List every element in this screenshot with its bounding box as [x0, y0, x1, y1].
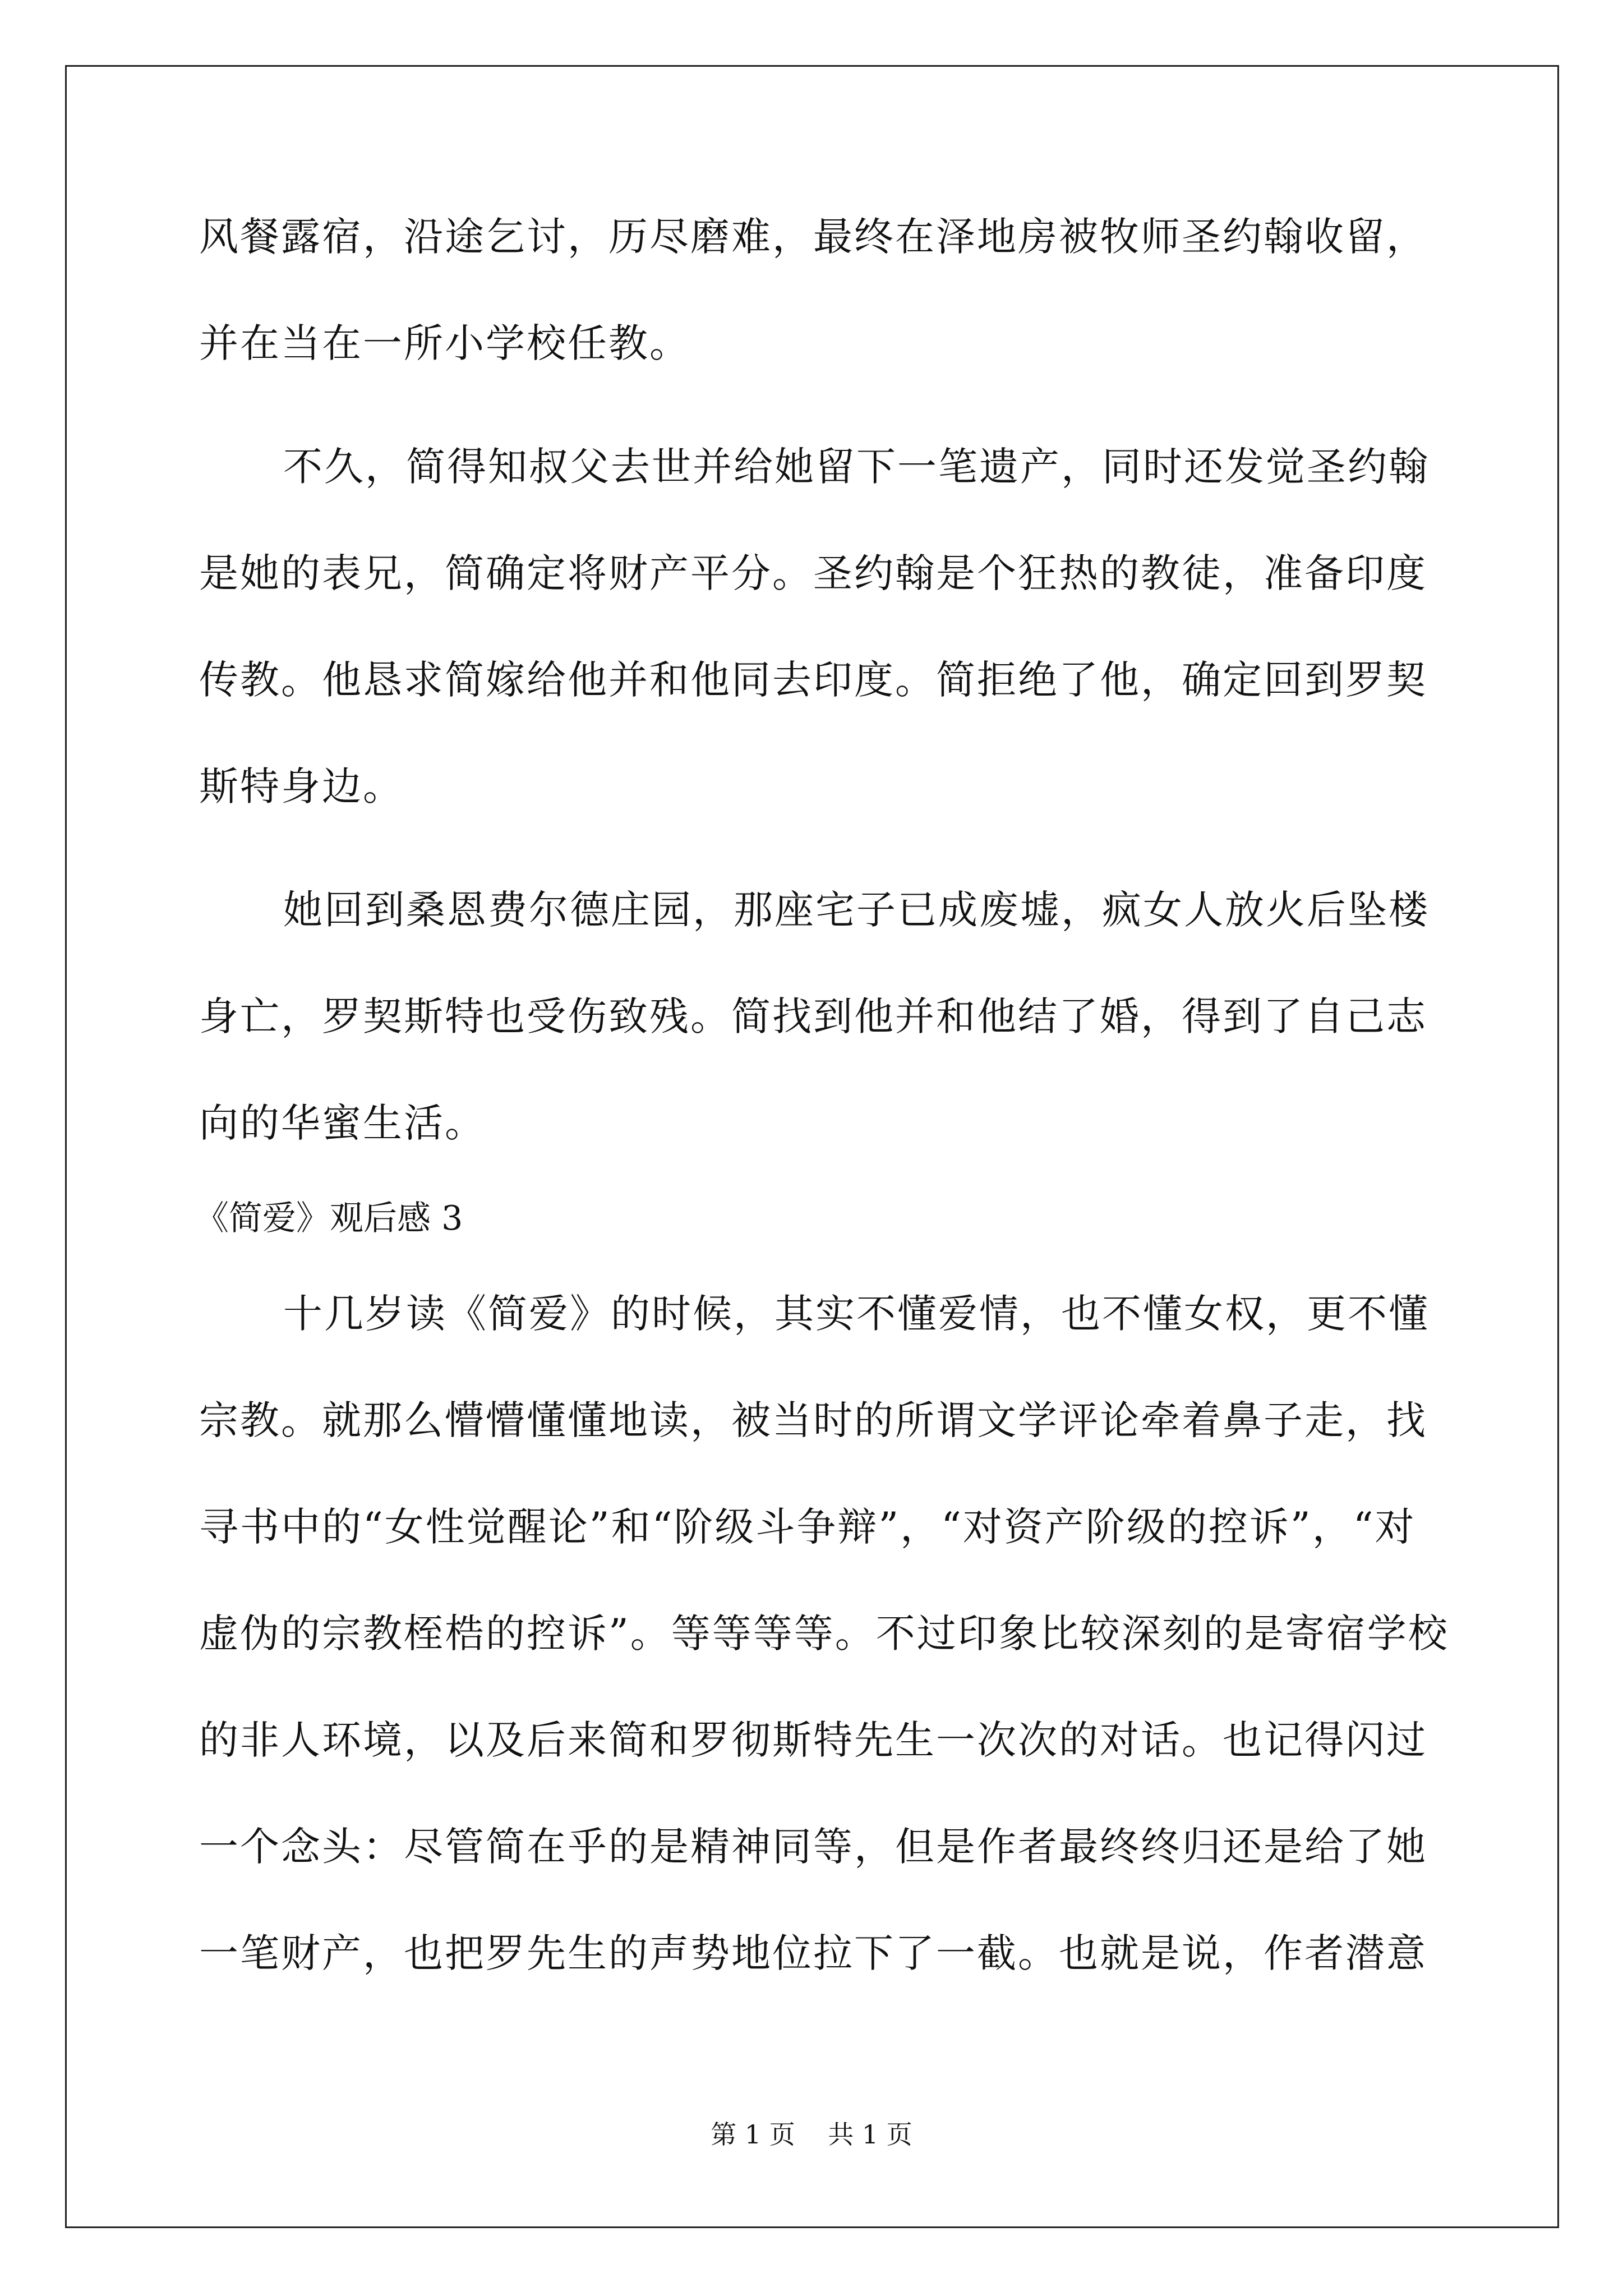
text-line: 一笔财产，也把罗先生的声势地位拉下了一截。也就是说，作者潜意 [199, 1930, 1427, 1976]
page-number-footer: 第 1 页 共 1 页 [711, 2119, 912, 2150]
text-line: 不久，简得知叔父去世并给她留下一笔遗产，同时还发觉圣约翰 [283, 444, 1430, 490]
text-line: 风餐露宿，沿途乞讨，历尽磨难，最终在泽地房被牧师圣约翰收留， [199, 214, 1427, 260]
text-line: 寻书中的“女性觉醒论”和“阶级斗争辩”，“对资产阶级的控诉”，“对 [199, 1504, 1416, 1550]
text-line: 的非人环境，以及后来简和罗彻斯特先生一次次的对话。也记得闪过 [199, 1717, 1427, 1763]
text-line: 虚伪的宗教桎梏的控诉”。等等等等。不过印象比较深刻的是寄宿学校 [199, 1611, 1449, 1657]
section-heading: 《简爱》观后感 3 [195, 1199, 463, 1238]
text-line: 宗教。就那么懵懵懂懂地读，被当时的所谓文学评论牵着鼻子走，找 [199, 1397, 1427, 1443]
text-line: 向的华蜜生活。 [199, 1100, 486, 1146]
text-line: 传教。他恳求简嫁给他并和他同去印度。简拒绝了他，确定回到罗契 [199, 657, 1427, 703]
text-line: 身亡，罗契斯特也受伤致残。简找到他并和他结了婚，得到了自己志 [199, 993, 1427, 1039]
text-line: 斯特身边。 [199, 763, 404, 809]
text-line: 一个念头：尽管简在乎的是精神同等，但是作者最终终归还是给了她 [199, 1824, 1427, 1870]
text-line: 是她的表兄，简确定将财产平分。圣约翰是个狂热的教徒，准备印度 [199, 550, 1427, 596]
text-line: 并在当在一所小学校任教。 [199, 320, 690, 366]
text-line: 她回到桑恩费尔德庄园，那座宅子已成废墟，疯女人放火后坠楼 [283, 887, 1430, 933]
text-line: 十几岁读《简爱》的时候，其实不懂爱情，也不懂女权，更不懂 [283, 1291, 1430, 1337]
